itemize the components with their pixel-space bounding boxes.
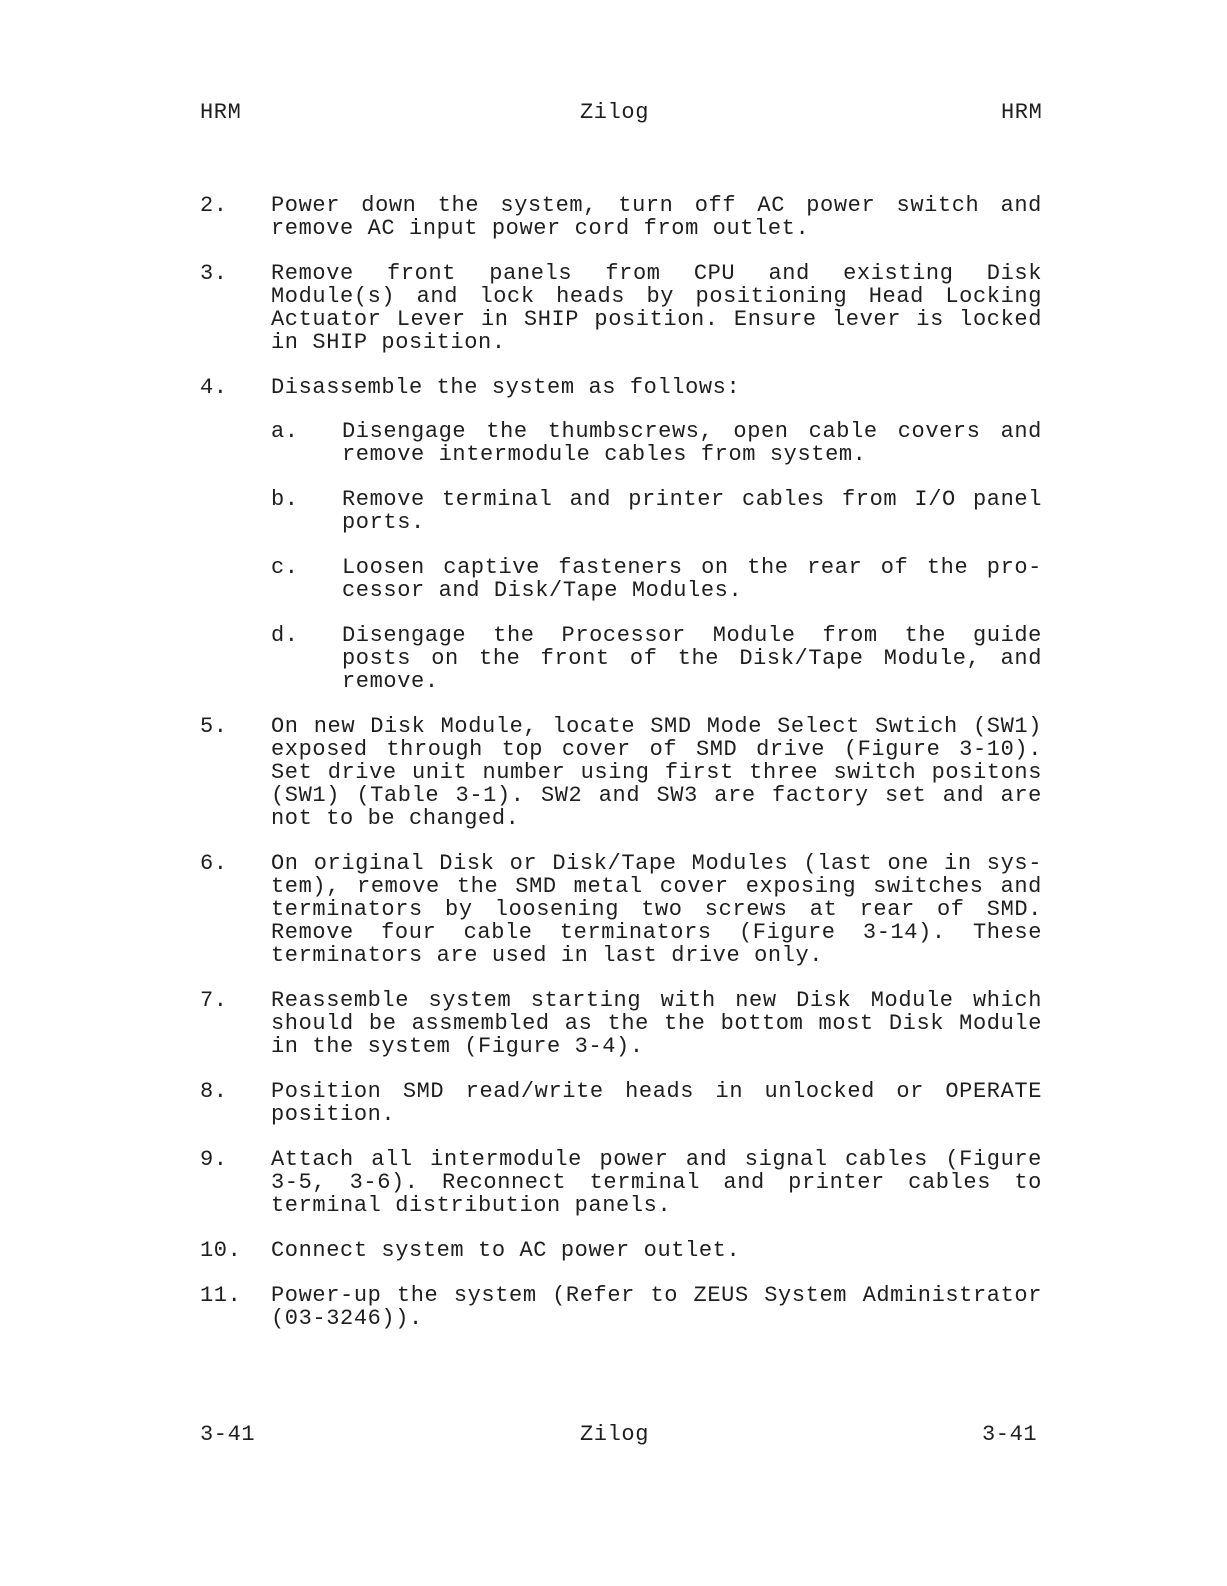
step-number: 10. <box>200 1238 242 1263</box>
substeps <box>271 420 1042 693</box>
step-5 <box>200 715 1042 830</box>
step-number: 2. <box>200 193 228 218</box>
step-number: 11. <box>200 1283 242 1308</box>
step-10 <box>200 1239 1042 1262</box>
step-2 <box>200 194 1042 240</box>
step-9 <box>200 1148 1042 1217</box>
step-text: Reassemble system starting with new Disk Module which should be assmembled as the the bottom most Disk Module in the system (Figure 3-4). <box>271 988 1042 1059</box>
step-4 <box>200 376 1042 693</box>
step-number: 5. <box>200 714 228 739</box>
step-text: Position SMD read/write heads in unlocked or OPERATE position. <box>271 1079 1042 1127</box>
step-text: Attach all intermodule power and signal cables (Figure 3-5, 3-6). Reconnect terminal and printer cables to terminal distribution panels. <box>271 1147 1042 1218</box>
footer-center: Zilog <box>580 1422 650 1447</box>
page-footer <box>0 1422 1227 1452</box>
step-text: Power down the system, turn off AC power switch and remove AC input power cord from outlet. <box>271 193 1042 241</box>
substep-a <box>271 420 1042 466</box>
substep-b <box>271 488 1042 534</box>
step-text: Disassemble the system as follows: <box>271 375 741 400</box>
step-number: 8. <box>200 1079 228 1104</box>
procedure-steps <box>200 194 1042 1352</box>
step-number: 7. <box>200 988 228 1013</box>
step-text: On new Disk Module, locate SMD Mode Select Swtich (SW1) exposed through top cover of SMD drive (Figure 3-10). Set drive unit number using first three switch positons (SW1) (Table 3-1). SW2 and SW3 are factory set and are not to be changed. <box>271 714 1042 831</box>
substep-d <box>271 624 1042 693</box>
step-text: Connect system to AC power outlet. <box>271 1238 741 1263</box>
substep-letter: b. <box>271 487 299 512</box>
substep-letter: d. <box>271 623 299 648</box>
substep-text: Loosen captive fasteners on the rear of the pro-cessor and Disk/Tape Modules. <box>342 555 1042 603</box>
step-11 <box>200 1284 1042 1330</box>
substep-letter: c. <box>271 555 299 580</box>
substep-letter: a. <box>271 419 299 444</box>
header-right: HRM <box>1001 100 1043 125</box>
step-number: 3. <box>200 261 228 286</box>
step-text: On original Disk or Disk/Tape Modules (last one in sys-tem), remove the SMD metal cover exposing switches and terminators by loosening two screws at rear of SMD. Remove four cable terminators (Figure 3-14). These terminators are used in last drive only. <box>271 851 1042 968</box>
step-number: 4. <box>200 375 228 400</box>
header-center: Zilog <box>580 100 650 125</box>
page-header <box>0 100 1227 130</box>
step-number: 9. <box>200 1147 228 1172</box>
footer-right: 3-41 <box>982 1422 1038 1447</box>
step-number: 6. <box>200 851 228 876</box>
step-text: Remove front panels from CPU and existing Disk Module(s) and lock heads by positioning Head Locking Actuator Lever in SHIP position. Ensure lever is locked in SHIP position. <box>271 261 1042 355</box>
step-7 <box>200 989 1042 1058</box>
footer-left: 3-41 <box>200 1422 256 1447</box>
step-8 <box>200 1080 1042 1126</box>
header-left: HRM <box>200 100 242 125</box>
substep-c <box>271 556 1042 602</box>
step-text: Power-up the system (Refer to ZEUS System Administrator (03-3246)). <box>271 1283 1042 1331</box>
step-6 <box>200 852 1042 967</box>
substep-text: Disengage the thumbscrews, open cable covers and remove intermodule cables from system. <box>342 419 1042 467</box>
substep-text: Remove terminal and printer cables from I/O panel ports. <box>342 487 1042 535</box>
step-3 <box>200 262 1042 354</box>
substep-text: Disengage the Processor Module from the guide posts on the front of the Disk/Tape Module, and remove. <box>342 623 1042 694</box>
